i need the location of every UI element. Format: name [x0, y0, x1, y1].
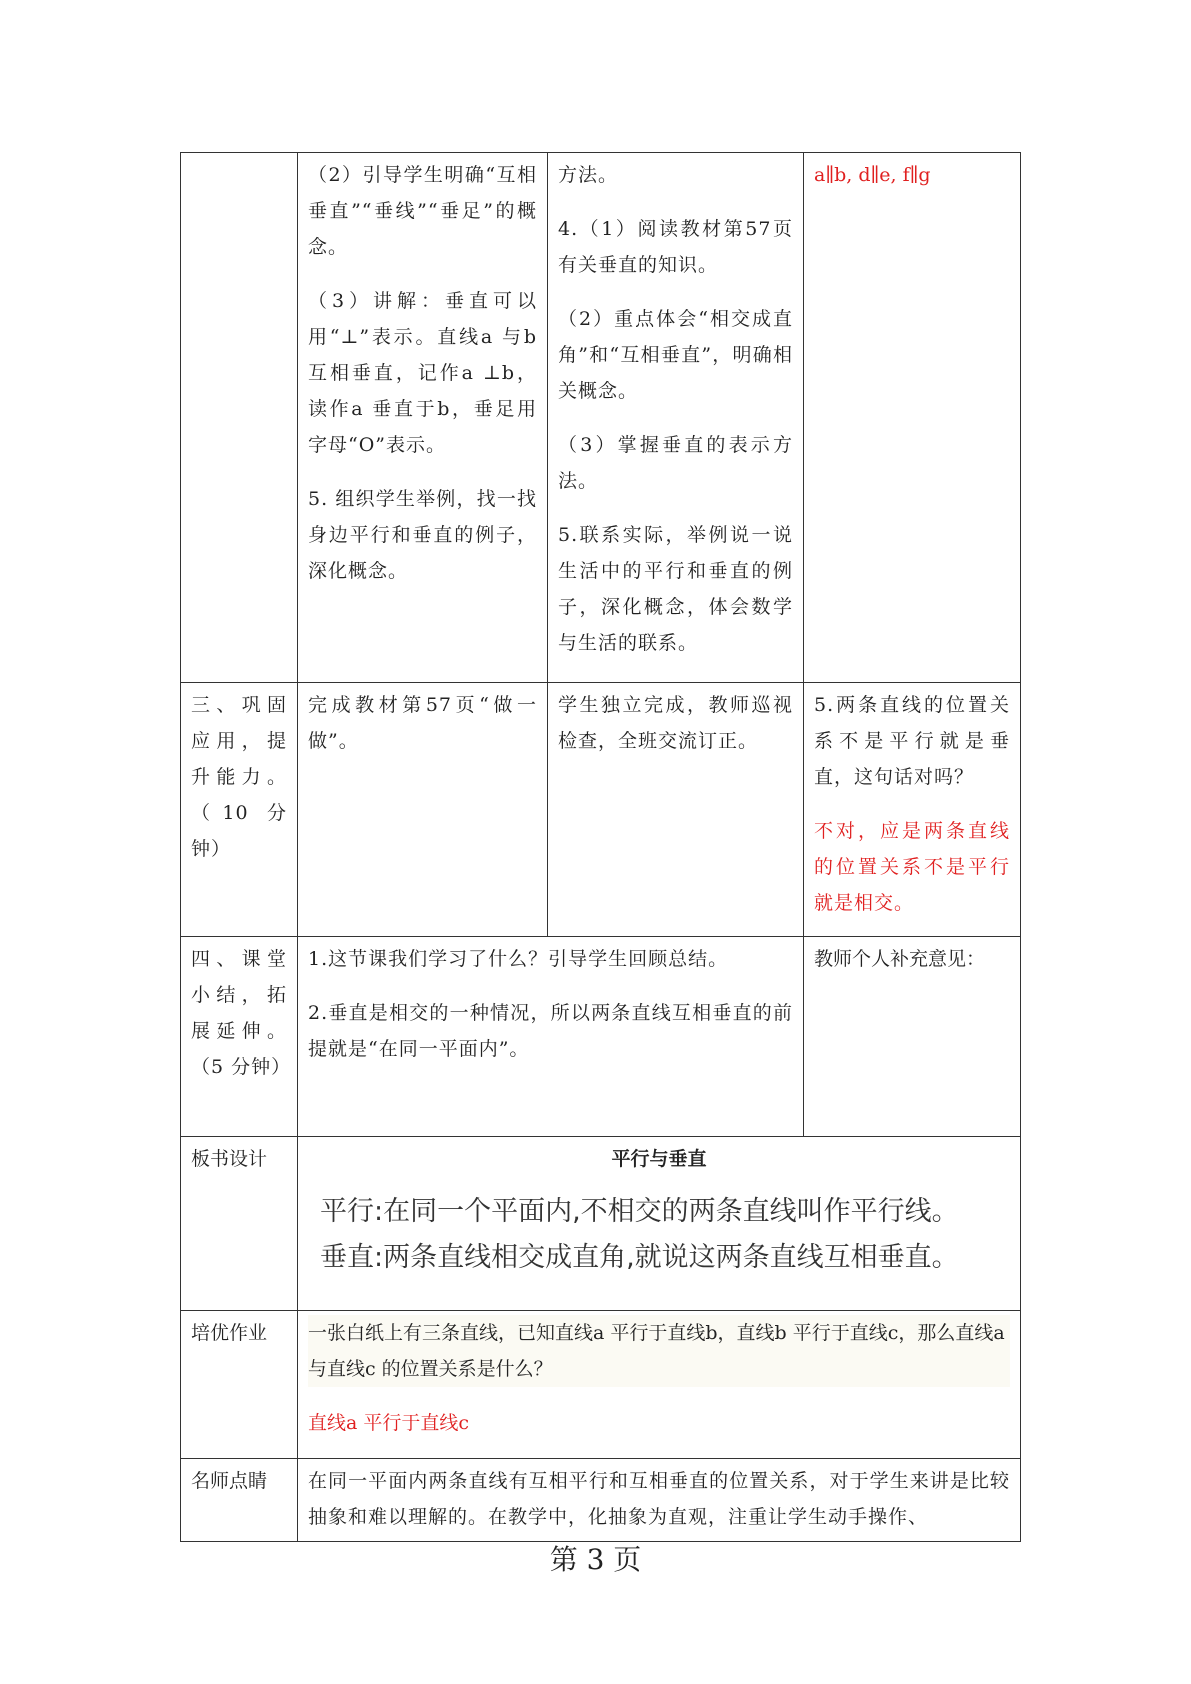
student-item: 5.联系实际，举例说一说生活中的平行和垂直的例子，深化概念，体会数学与生活的联系。	[558, 524, 793, 654]
lesson-plan-table	[180, 152, 1021, 1542]
homework-question: 一张白纸上有三条直线，已知直线a 平行于直线b，直线b 平行于直线c，那么直线a 与直线c 的位置关系是什么？	[308, 1315, 1010, 1387]
student-item: （2）重点体会“相交成直角”和“互相垂直”，明确相关概念。	[558, 308, 793, 402]
student-activity-cell: 学生独立完成，教师巡视检查，全班交流订正。	[548, 683, 804, 937]
row-label: 名师点睛	[181, 1459, 298, 1542]
board-line-perpendicular: 垂直:两条直线相交成直角,就说这两条直线互相垂直。	[320, 1242, 959, 1273]
stage-cell	[181, 153, 298, 683]
row-label: 培优作业	[181, 1311, 298, 1459]
teacher-item: （3）讲解：垂直可以用“⊥”表示。直线a 与b 互相垂直，记作a ⊥b，读作a 垂直于b，垂足用字母“O”表示。	[308, 290, 537, 456]
teacher-activity-cell: 完成教材第57页“做一做”。	[298, 683, 548, 937]
exercise-question: 5.两条直线的位置关系不是平行就是垂直，这句话对吗？	[814, 694, 1010, 788]
table-row	[181, 683, 1021, 937]
note-cell	[804, 683, 1021, 937]
table-row	[181, 1459, 1021, 1542]
page-number: 第 3 页	[549, 1543, 642, 1576]
note-cell: 教师个人补充意见：	[804, 937, 1021, 1137]
teacher-activity-cell	[298, 153, 548, 683]
teacher-item: 5. 组织学生举例，找一找身边平行和垂直的例子，深化概念。	[308, 488, 537, 582]
table-row	[181, 937, 1021, 1137]
board-design-cell	[298, 1137, 1021, 1311]
summary-item: 2.垂直是相交的一种情况，所以两条直线互相垂直的前提就是“在同一平面内”。	[308, 1002, 793, 1060]
row-label: 板书设计	[181, 1137, 298, 1311]
stage-cell: 四、课堂小结，拓展延伸。（5 分钟）	[181, 937, 298, 1137]
board-line-parallel: 平行:在同一个平面内,不相交的两条直线叫作平行线。	[320, 1196, 959, 1227]
parallel-notation: a∥b, d∥e, f∥g	[814, 164, 931, 186]
summary-item: 1.这节课我们学习了什么？引导学生回顾总结。	[308, 948, 729, 970]
student-activity-cell	[548, 153, 804, 683]
table-row	[181, 153, 1021, 683]
table-row	[181, 1311, 1021, 1459]
student-item: （3）掌握垂直的表示方法。	[558, 434, 793, 492]
summary-cell	[298, 937, 804, 1137]
student-item: 4.（1）阅读教材第57页有关垂直的知识。	[558, 218, 793, 276]
student-item: 方法。	[558, 164, 619, 186]
comment-cell: 在同一平面内两条直线有互相平行和互相垂直的位置关系，对于学生来讲是比较抽象和难以理解的。在教学中，化抽象为直观，注重让学生动手操作、	[298, 1459, 1021, 1542]
table-row	[181, 1137, 1021, 1311]
stage-cell: 三、巩固应用，提升能力。（10 分钟）	[181, 683, 298, 937]
note-cell	[804, 153, 1021, 683]
homework-answer: 直线a 平行于直线c	[308, 1412, 470, 1434]
homework-cell	[298, 1311, 1021, 1459]
teacher-item: （2）引导学生明确“互相垂直”“垂线”“垂足”的概念。	[308, 164, 537, 258]
exercise-answer: 不对，应是两条直线的位置关系不是平行就是相交。	[814, 820, 1010, 914]
board-title: 平行与垂直	[611, 1148, 707, 1170]
